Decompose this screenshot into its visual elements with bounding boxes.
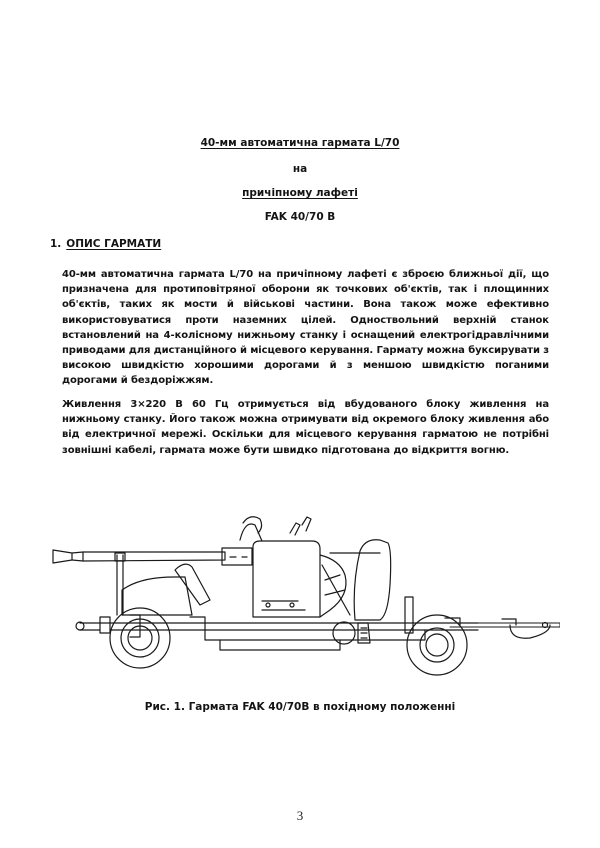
figure-caption: Рис. 1. Гармата FAK 40/70B в похідному положенні bbox=[144, 701, 456, 713]
gun-illustration bbox=[40, 505, 560, 690]
document-title-line-2: на bbox=[292, 163, 308, 175]
document-title-line-4: FAK 40/70 B bbox=[264, 211, 336, 223]
page-number: 3 bbox=[296, 808, 304, 823]
document-title-line-1: 40-мм автоматична гармата L/70 bbox=[200, 137, 400, 149]
paragraph-description: 40-мм автоматична гармата L/70 на причіпному лафеті є зброєю ближньої дії, що призначена для протиповітряної оборони як точкових об'єктів, так і площинних об'єктів, таких як мости й військові частини. Вона також може ефективно використовуватися проти наземних цілей. Одноствольний верхній станок встановлений на 4-колісному нижньому станку і оснащений електрогідравлічними приводами для дистанційного й місцевого керування. Гармату можна буксирувати з високою швидкістю хорошими дорогами й з меншою швидкістю поганими дорогами й бездоріжжям. bbox=[62, 269, 549, 387]
section-heading bbox=[50, 238, 161, 250]
paragraph-power-supply: Живлення 3×220 В 60 Гц отримується від вбудованого блоку живлення на нижньому станку. Його також можна отримувати від окремого блоку живлення або від електричної мережі. Оскільки для місцевого керування гарматою не потрібні зовнішні кабелі, гармата може бути швидко підготована до відкриття вогню. bbox=[62, 399, 549, 456]
section-title: ОПИС ГАРМАТИ bbox=[66, 238, 162, 250]
document-title-line-3: причіпному лафеті bbox=[242, 187, 358, 199]
section-number: 1. bbox=[50, 238, 62, 250]
